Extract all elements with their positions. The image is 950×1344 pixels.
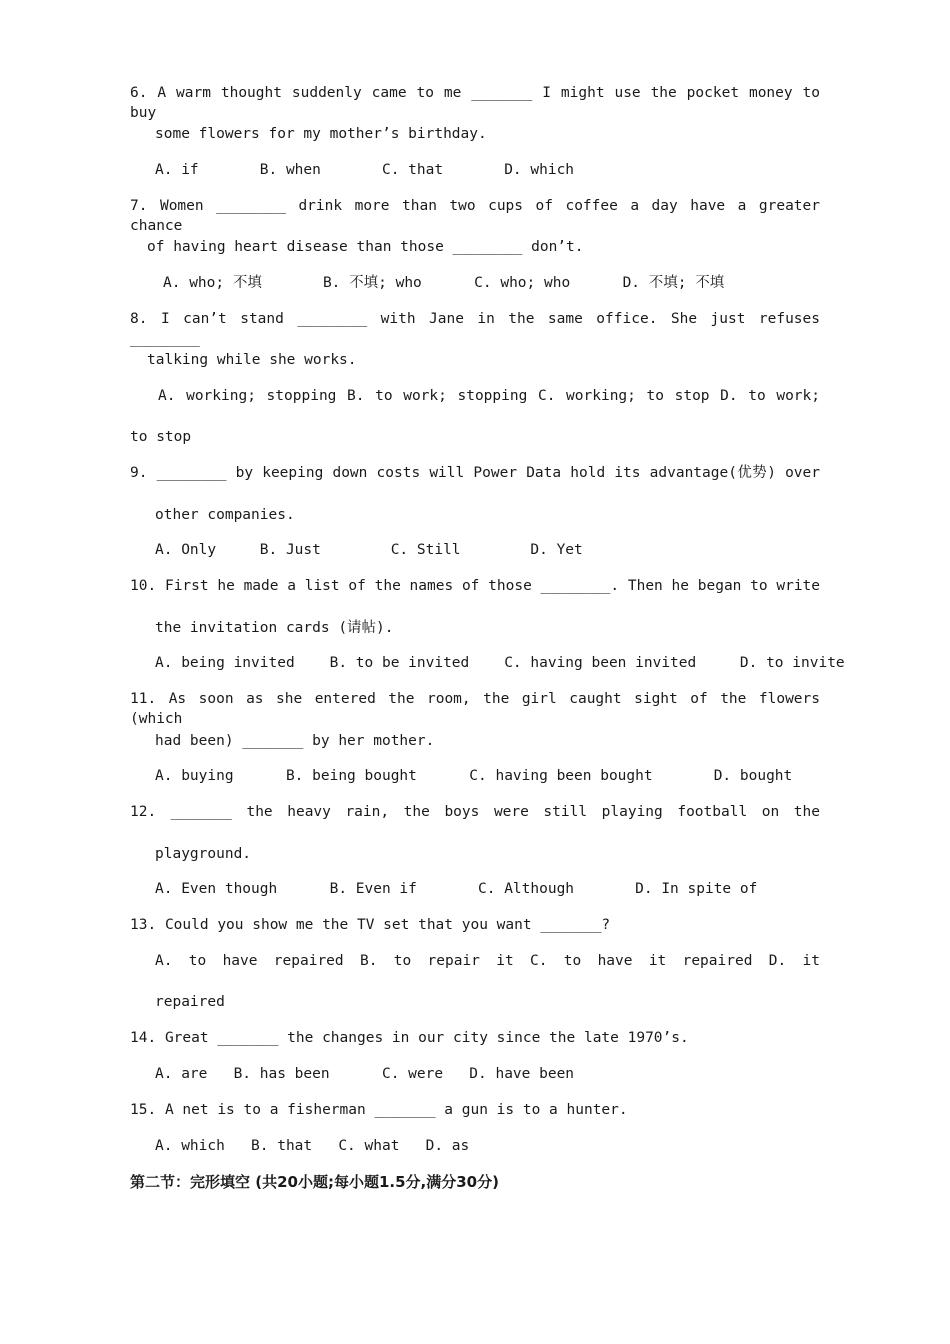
question-6-options: A. if B. when C. that D. which: [155, 162, 575, 178]
question-number: 15.: [130, 1102, 157, 1118]
question-number: 14.: [130, 1030, 157, 1046]
question-8-options: A. working; stopping B. to work; stopping C. working; to stop D. to work;: [158, 388, 820, 404]
question-number: 7.: [130, 198, 148, 214]
question-10-options: A. being invited B. to be invited C. having been invited D. to invite: [155, 655, 845, 671]
question-12-stem-cont: playground.: [155, 846, 252, 862]
question-15-options: A. which B. that C. what D. as: [155, 1138, 470, 1154]
question-11-options: A. buying B. being bought C. having been bought D. bought: [155, 768, 793, 784]
question-10-stem-cont: the invitation cards (请帖).: [155, 620, 394, 636]
question-11-stem: 11. As soon as she entered the room, the girl caught sight of the flowers (which: [130, 691, 820, 727]
question-14-options: A. are B. has been C. were D. have been: [155, 1066, 575, 1082]
question-8-stem-cont: talking while she works.: [147, 352, 357, 368]
question-number: 13.: [130, 917, 157, 933]
question-12-stem: 12. _______ the heavy rain, the boys were still playing football on the: [130, 804, 820, 820]
section-heading: 第二节：完形填空 (共20小题;每小题1.5分,满分30分): [130, 1173, 499, 1191]
question-7-options: A. who; 不填 B. 不填; who C. who; who D. 不填; 不填: [163, 275, 725, 291]
question-number: 10.: [130, 578, 157, 594]
question-6-stem-cont: some flowers for my mother’s birthday.: [155, 126, 487, 142]
question-9-stem-cont: other companies.: [155, 507, 295, 523]
question-15-stem: 15. A net is to a fisherman _______ a gun is to a hunter.: [130, 1102, 628, 1118]
question-number: 11.: [130, 691, 157, 707]
question-number: 8.: [130, 311, 148, 327]
question-10-stem: 10. First he made a list of the names of those ________. Then he began to write: [130, 578, 820, 594]
question-13-options-cont: repaired: [155, 994, 225, 1010]
question-9-options: A. Only B. Just C. Still D. Yet: [155, 542, 583, 558]
question-number: 6.: [130, 85, 148, 101]
question-13-stem: 13. Could you show me the TV set that you want _______?: [130, 917, 611, 933]
question-7-stem-cont: of having heart disease than those ________ don’t.: [147, 239, 584, 255]
question-12-options: A. Even though B. Even if C. Although D. In spite of: [155, 881, 758, 897]
question-6-stem: 6. A warm thought suddenly came to me _______ I might use the pocket money to buy: [130, 85, 820, 121]
question-9-stem: 9. ________ by keeping down costs will Power Data hold its advantage(优势) over: [130, 465, 820, 481]
question-7-stem: 7. Women ________ drink more than two cups of coffee a day have a greater chance: [130, 198, 820, 234]
question-14-stem: 14. Great _______ the changes in our city since the late 1970’s.: [130, 1030, 689, 1046]
question-8-stem: 8. I can’t stand ________ with Jane in the same office. She just refuses ________: [130, 311, 820, 347]
question-number: 12.: [130, 804, 157, 820]
question-number: 9.: [130, 465, 148, 481]
question-8-options-cont: to stop: [130, 429, 192, 445]
question-13-options: A. to have repaired B. to repair it C. to have it repaired D. it: [155, 953, 820, 969]
question-11-stem-cont: had been) _______ by her mother.: [155, 733, 435, 749]
